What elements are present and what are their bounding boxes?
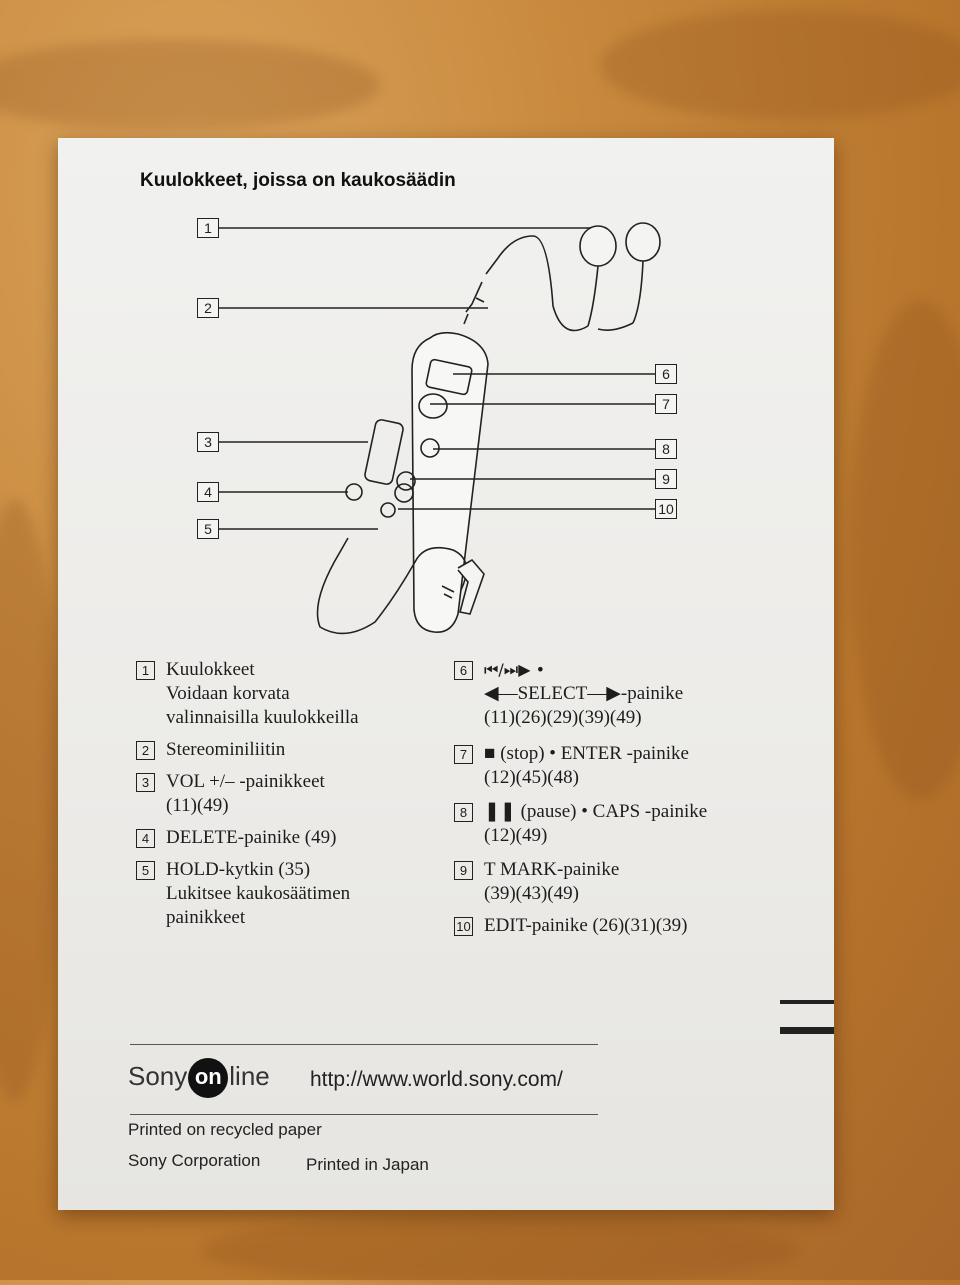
legend-text: T MARK-painike [484, 859, 620, 880]
legend-text: (12)(45)(48) [484, 767, 579, 788]
legend-item-7 [454, 742, 814, 790]
legend-text: Voidaan korvata [166, 683, 290, 704]
legend-item-4 [136, 826, 456, 850]
legend-num: 6 [454, 661, 473, 680]
legend-text: ◀—SELECT—▶-painike [484, 683, 684, 704]
right-earbud [626, 223, 660, 261]
legend-item-1 [136, 658, 456, 730]
legend-num: 7 [454, 745, 473, 764]
legend-text: (12)(49) [484, 825, 548, 846]
legend-item-5 [136, 858, 456, 930]
legend-num: 8 [454, 803, 473, 822]
legend-num: 5 [136, 861, 155, 880]
recycled-paper-note: Printed on recycled paper [128, 1120, 322, 1139]
legend-text: Stereominiliitin [166, 739, 286, 760]
legend-item-2 [136, 738, 456, 762]
legend-text: (11)(49) [166, 795, 229, 816]
legend-text: painikkeet [166, 907, 246, 928]
sony-url: http://www.world.sony.com/ [310, 1068, 563, 1091]
edge-tab-mark-2 [780, 1027, 834, 1034]
logo-sony: Sony [128, 1060, 188, 1091]
callout-7: 7 [655, 394, 677, 414]
callout-9: 9 [655, 469, 677, 489]
callout-5: 5 [197, 519, 219, 539]
legend-text: (11)(26)(29)(39)(49) [484, 707, 642, 728]
legend-text: EDIT-painike (26)(31)(39) [484, 915, 688, 936]
page-title: Kuulokkeet, joissa on kaukosäädin [140, 170, 456, 191]
edge-tab-mark-1 [780, 1000, 834, 1004]
footer-rule-top [130, 1044, 598, 1045]
callout-6: 6 [655, 364, 677, 384]
legend-item-9 [454, 858, 814, 906]
callout-2: 2 [197, 298, 219, 318]
sony-online-logo [128, 1058, 270, 1098]
footer-rule-bottom [130, 1114, 598, 1115]
legend-text: valinnaisilla kuulokkeilla [166, 707, 359, 728]
legend-item-3 [136, 770, 456, 818]
callout-8: 8 [655, 439, 677, 459]
legend-text: Lukitsee kaukosäätimen [166, 883, 351, 904]
printed-in-japan: Printed in Japan [306, 1155, 429, 1174]
headphone-remote-diagram [58, 138, 834, 658]
legend-num: 2 [136, 741, 155, 760]
legend-text: HOLD-kytkin (35) [166, 859, 311, 880]
legend-num: 1 [136, 661, 155, 680]
sony-corporation: Sony Corporation [128, 1151, 261, 1170]
legend-num: 9 [454, 861, 473, 880]
legend-item-10 [454, 914, 814, 938]
legend-text: VOL +/– -painikkeet [166, 771, 325, 792]
legend-text: (39)(43)(49) [484, 883, 579, 904]
legend-text: ❚❚ (pause) • CAPS -painike [484, 801, 708, 822]
logo-on-circle: on [188, 1058, 228, 1098]
callout-3: 3 [197, 432, 219, 452]
legend-item-8 [454, 800, 814, 848]
legend-num: 4 [136, 829, 155, 848]
callout-10: 10 [655, 499, 677, 519]
left-earbud [580, 226, 616, 266]
logo-line: line [229, 1060, 270, 1091]
legend-num: 10 [454, 917, 473, 936]
legend-text: ■ (stop) • ENTER -painike [484, 743, 689, 764]
skip-buttons-symbols: ⏮/⏭▶ • [484, 660, 546, 679]
callout-4: 4 [197, 482, 219, 502]
manual-page [58, 138, 834, 1210]
legend-text: Kuulokkeet [166, 659, 255, 680]
legend-text: DELETE-painike (49) [166, 827, 337, 848]
legend-num: 3 [136, 773, 155, 792]
callout-1: 1 [197, 218, 219, 238]
legend-item-6 [454, 658, 814, 730]
